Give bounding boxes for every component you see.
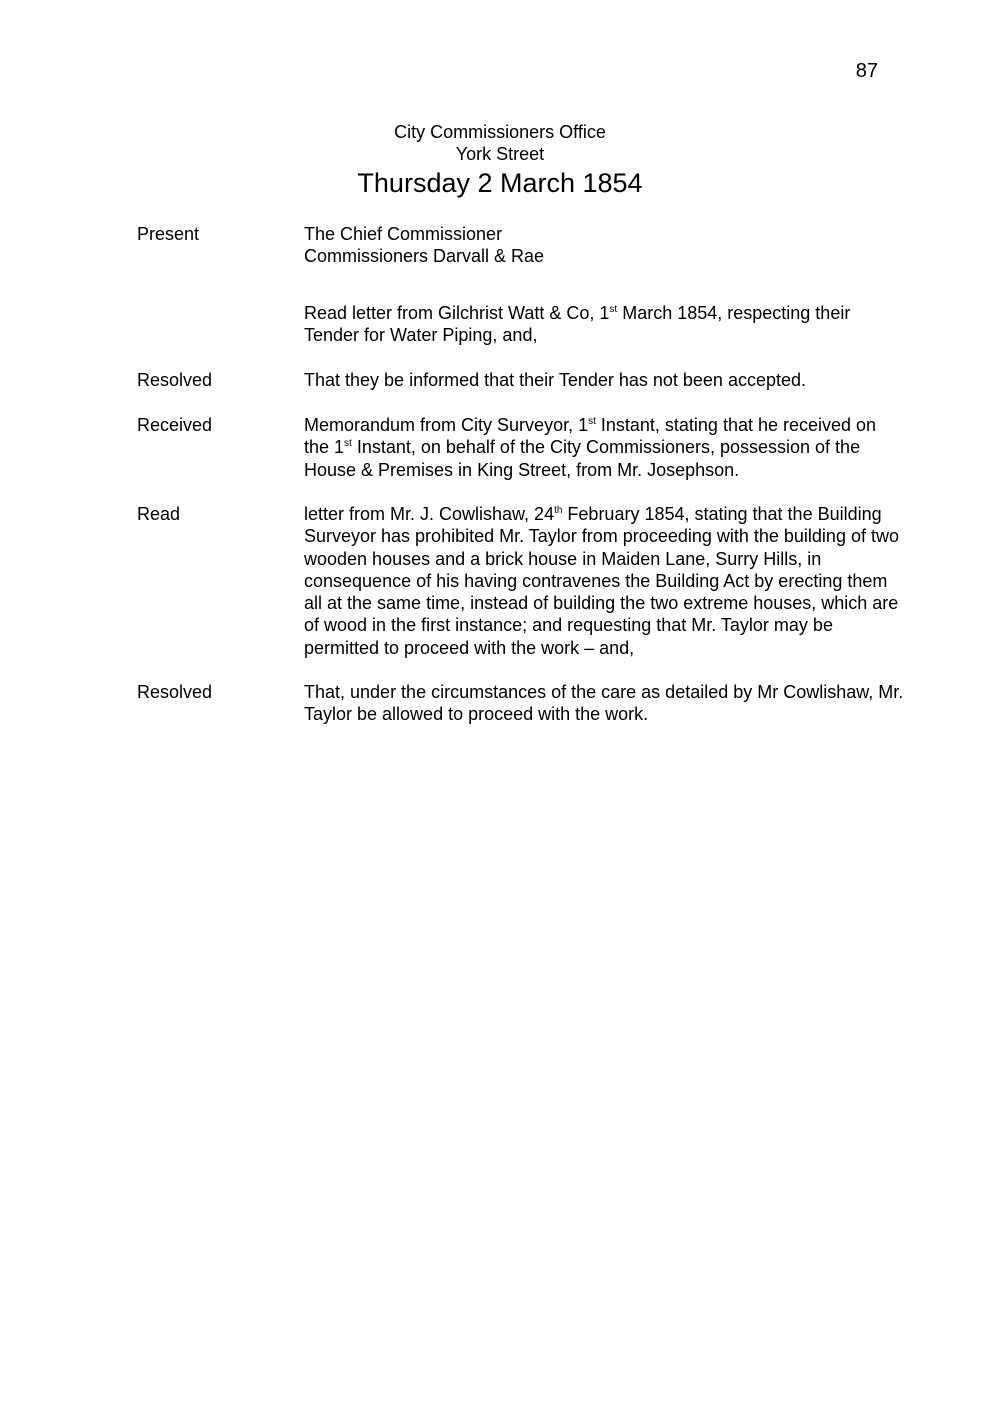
entry-line: Read letter from Gilchrist Watt & Co, 1st March 1854, respecting their [304,303,851,323]
entry-text [304,414,929,481]
entry-text [304,302,929,347]
entry-line: of wood in the first instance; and requesting that Mr. Taylor may be [304,615,833,636]
present-members [304,223,929,268]
entry-line: permitted to proceed with the work – and, [304,637,635,658]
entry-label: Resolved [137,682,213,702]
entry-line: Taylor be allowed to proceed with the work. [304,704,649,725]
entry-text [304,681,929,726]
present-line: The Chief Commissioner [304,224,503,244]
entry-line: Surveyor has prohibited Mr. Taylor from proceeding with the building of two [304,526,899,547]
entry-line: House & Premises in King Street, from Mr. Josephson. [304,459,740,480]
entry-line: That, under the circumstances of the care as detailed by Mr Cowlishaw, Mr. [304,682,904,702]
office-street: York Street [455,144,545,164]
entry-line: Memorandum from City Surveyor, 1st Instant, stating that he received on [304,415,877,435]
entry-line: consequence of his having contravenes the Building Act by erecting them [304,570,888,591]
entry-label: Read [137,504,181,524]
entry-line: wooden houses and a brick house in Maiden Lane, Surry Hills, in [304,548,822,569]
meeting-date: Thursday 2 March 1854 [357,168,643,198]
entry-label: Resolved [137,370,213,390]
entry-line: That they be informed that their Tender has not been accepted. [304,370,806,390]
entry-label: Received [137,415,213,435]
document-header [0,121,1000,200]
entry-line: all at the same time, instead of building the two extreme houses, which are [304,593,899,614]
present-line: Commissioners Darvall & Rae [304,246,545,267]
entry-text [304,369,929,391]
entry-line: Tender for Water Piping, and, [304,325,538,346]
entry-line: letter from Mr. J. Cowlishaw, 24th February 1854, stating that the Building [304,504,882,524]
office-name: City Commissioners Office [394,122,606,142]
present-label: Present [137,224,200,244]
entry-text [304,503,929,659]
page-number: 87 [855,60,878,82]
entry-line: the 1st Instant, on behalf of the City Commissioners, possession of the [304,437,861,458]
